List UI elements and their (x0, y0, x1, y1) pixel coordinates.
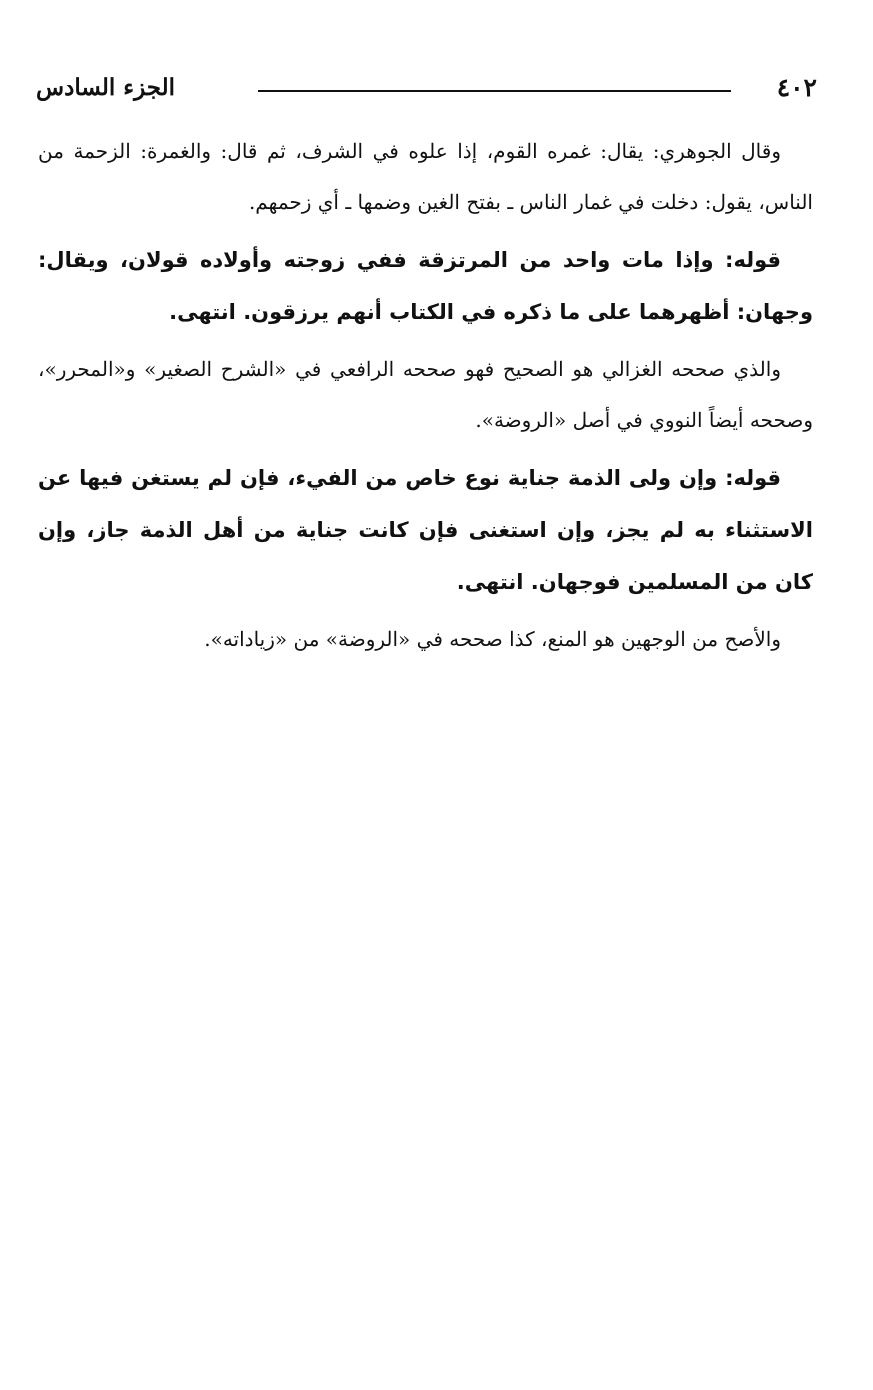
quoted-text-paragraph: قوله: وإذا مات واحد من المرتزقة ففي زوجته وأولاده قولان، ويقال: وجهان: أظهرهما على ما ذكره في الكتاب أنهم يرزقون. انتهى. (38, 248, 813, 324)
header-rule (258, 90, 731, 92)
commentary-paragraph: والذي صححه الغزالي هو الصحيح فهو صححه الرافعي في «الشرح الصغير» و«المحرر»، وصححه أيضاً النووي في أصل «الروضة». (38, 357, 813, 432)
commentary-paragraph: والأصح من الوجهين هو المنع، كذا صححه في «الروضة» من «زياداته». (204, 627, 781, 651)
quoted-text-paragraph: قوله: وإن ولى الذمة جناية نوع خاص من الفيء، فإن لم يستغن فيها عن الاستثناء به لم يجز، وإن استغنى فإن كانت جناية من أهل الذمة جاز، وإن كان من المسلمين فوجهان. انتهى. (38, 466, 813, 594)
page-number: ٤٠٢ (776, 73, 817, 102)
running-title: الجزء السادس (36, 74, 175, 101)
page-header (36, 68, 817, 112)
commentary-paragraph: وقال الجوهري: يقال: غمره القوم، إذا علوه في الشرف، ثم قال: والغمرة: الزحمة من الناس، يقول: دخلت في غمار الناس ـ بفتح الغين وضمها ـ أي زحمهم. (38, 139, 813, 214)
page-body (38, 126, 813, 665)
